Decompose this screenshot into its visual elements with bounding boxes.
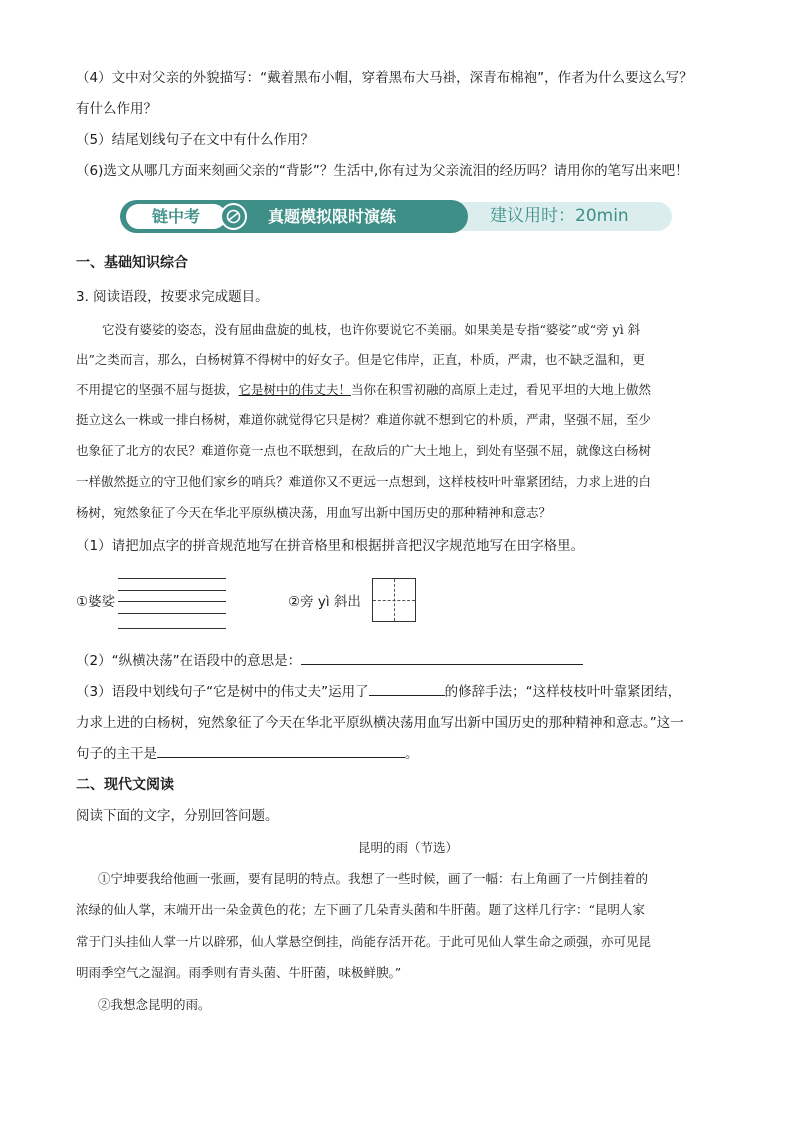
sub-question-3-e: 。: [405, 746, 419, 762]
answer-blank-3b[interactable]: [157, 743, 405, 758]
question-6: （6)选文从哪几方面来刻画父亲的“背影”？生活中,你有过为父亲流泪的经历吗？请用你的笔写出来吧！: [76, 163, 689, 179]
sub-question-3-d: 句子的主干是: [76, 746, 157, 762]
section-2-heading: 二、现代文阅读: [76, 777, 174, 793]
para-2: ②我想念昆明的雨。: [98, 997, 211, 1012]
answer-blank-3a[interactable]: [369, 681, 445, 696]
sub-question-3-line-2: 力求上进的白杨树，宛然象征了今天在华北平原纵横决荡用血写出新中国历史的那种精神和意志。”这一: [76, 715, 684, 731]
para-1-line-2: 浓绿的仙人掌，末端开出一朵金黄色的花；左下画了几朵青头菌和牛肝菌。题了这样几行字：“昆明人家: [76, 902, 645, 917]
section-1-heading: 一、基础知识综合: [76, 255, 188, 271]
sub-question-3-line-1: [76, 681, 681, 703]
pinyin-line[interactable]: [118, 613, 226, 614]
sub-question-3-a: （3）语段中划线句子“它是树中的伟丈夫”运用了: [76, 684, 369, 700]
question-3-intro: 3. 阅读语段，按要求完成题目。: [76, 289, 269, 305]
question-4-line-2: 有什么作用？: [76, 101, 157, 117]
pinyin-line[interactable]: [118, 590, 226, 591]
section-banner: [120, 200, 673, 233]
para-1-line-3: 常于门头挂仙人掌一片以辟邪，仙人掌悬空倒挂，尚能存活开花。于此可见仙人掌生命之顽强，亦可见昆: [76, 934, 652, 949]
answer-blank-2[interactable]: [301, 650, 583, 665]
passage-line-7: 杨树，宛然象征了今天在华北平原纵横决荡，用血写出新中国历史的那种精神和意志？: [76, 505, 552, 520]
sub-question-2: [76, 650, 583, 672]
item-1-label: ①婆娑: [76, 594, 116, 610]
para-1-line-4: 明雨季空气之湿润。雨季则有青头菌、牛肝菌，味极鲜腴。”: [76, 965, 402, 980]
passage-line-3: [76, 380, 651, 398]
banner-title: 真题模拟限时演练: [268, 207, 397, 226]
banner-tag: 链中考: [151, 207, 200, 226]
item-2-label: ②旁 yì 斜出: [288, 594, 361, 610]
sub-question-3-b: 的修辞手法；“这样枝枝叶叶靠紧团结，: [444, 684, 682, 700]
pinyin-line[interactable]: [118, 578, 226, 579]
passage-line-4: 挺立这么一株或一排白杨树，难道你就觉得它只是树？难道你就不想到它的朴质，严肃，坚强不屈，至少: [76, 412, 652, 427]
question-4-line-1: （4）文中对父亲的外貌描写：“戴着黑布小帽，穿着黑布大马褂，深青布棉袍”，作者为什么要这么写？: [76, 70, 693, 86]
tianzige-grid[interactable]: [372, 578, 416, 622]
passage-line-6: 一样傲然挺立的守卫他们家乡的哨兵？难道你又不更远一点想到，这样枝枝叶叶靠紧团结，力求上进的白: [76, 474, 652, 489]
passage-line-1: 它没有婆娑的姿态，没有屈曲盘旋的虬枝，也许你要说它不美丽。如果美是专指“婆娑”或“旁 yì 斜: [102, 322, 641, 337]
pinyin-line[interactable]: [118, 628, 226, 629]
banner-time: 建议用时：20min: [490, 206, 629, 226]
article-title: 昆明的雨（节选）: [358, 840, 459, 855]
section-2-intro: 阅读下面的文字，分别回答问题。: [76, 808, 279, 824]
sub-question-1: （1）请把加点字的拼音规范地写在拼音格里和根据拼音把汉字规范地写在田字格里。: [76, 538, 585, 554]
sub-question-2-text: （2）“纵横决荡”在语段中的意思是：: [76, 653, 302, 669]
sub-question-3-line-3: [76, 743, 419, 765]
underlined-sentence: 它是树中的伟丈夫！: [238, 382, 352, 397]
question-5: （5）结尾划线句子在文中有什么作用？: [76, 132, 315, 148]
passage-line-2: 出”之类而言，那么，白杨树算不得树中的好女子。但是它伟岸，正直，朴质，严肃，也不缺乏温和，更: [76, 352, 645, 367]
banner-badge-icon: [220, 203, 247, 230]
para-1-line-1: ①宁坤要我给他画一张画，要有昆明的特点。我想了一些时候，画了一幅：右上角画了一片倒挂着的: [98, 871, 649, 886]
passage-line-3-b: 当你在积雪初融的高原上走过，看见平坦的大地上傲然: [351, 382, 652, 397]
pinyin-line[interactable]: [118, 601, 226, 602]
passage-line-5: 也象征了北方的农民？难道你竟一点也不联想到，在敌后的广大土地上，到处有坚强不屈，就像这白杨树: [76, 443, 652, 458]
passage-line-3-a: 不用提它的坚强不屈与挺拔，: [76, 382, 239, 397]
